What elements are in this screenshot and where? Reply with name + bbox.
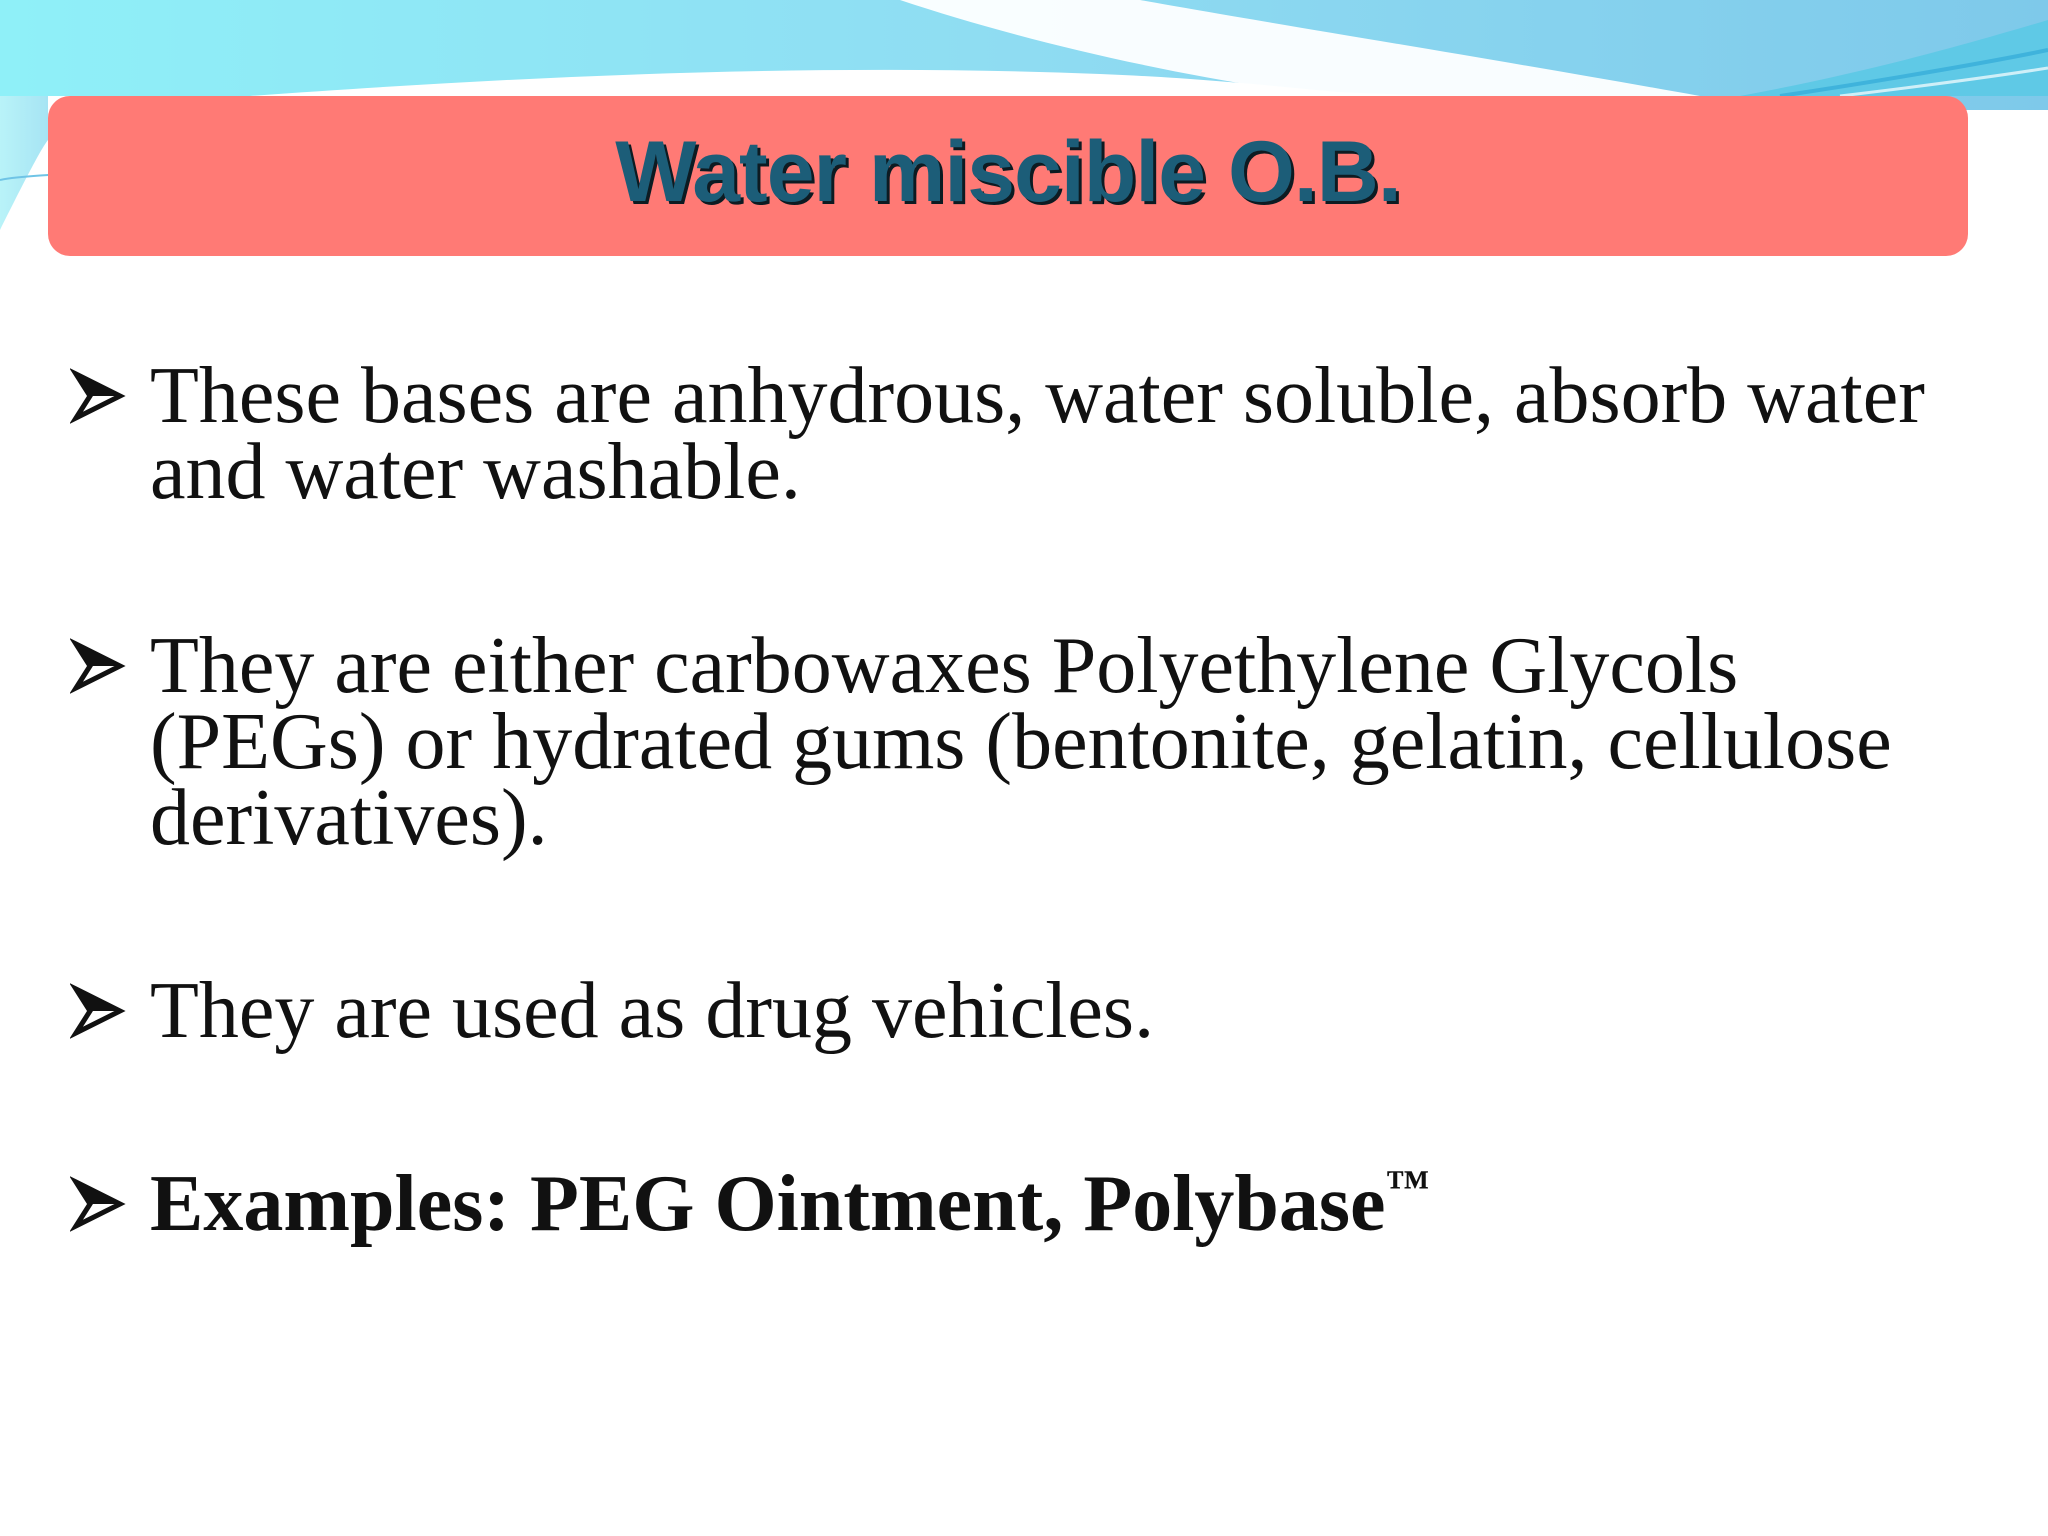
- bullet-text: They are used as drug vehicles.: [150, 967, 1155, 1055]
- trademark-symbol: ™: [1385, 1161, 1430, 1210]
- bullet-text: They are either carbowaxes Polyethylene Glycols (PEGs) or hydrated gums (bentonite, gelatin, cellulose derivatives).: [150, 622, 1892, 862]
- arrowhead-bullet-icon: [70, 1176, 126, 1232]
- slide-title: Water miscible O.B.: [615, 123, 1401, 220]
- arrowhead-bullet-icon: [70, 368, 126, 424]
- examples-text: Examples: PEG Ointment, Polybase: [150, 1160, 1386, 1248]
- bullet-text: These bases are anhydrous, water soluble, absorb water and water washable.: [150, 352, 1925, 516]
- bullet-text-examples: [150, 1160, 1930, 1248]
- arrowhead-bullet-icon: [70, 638, 126, 694]
- arrowhead-bullet-icon: [70, 983, 126, 1039]
- title-bar: [48, 96, 1968, 256]
